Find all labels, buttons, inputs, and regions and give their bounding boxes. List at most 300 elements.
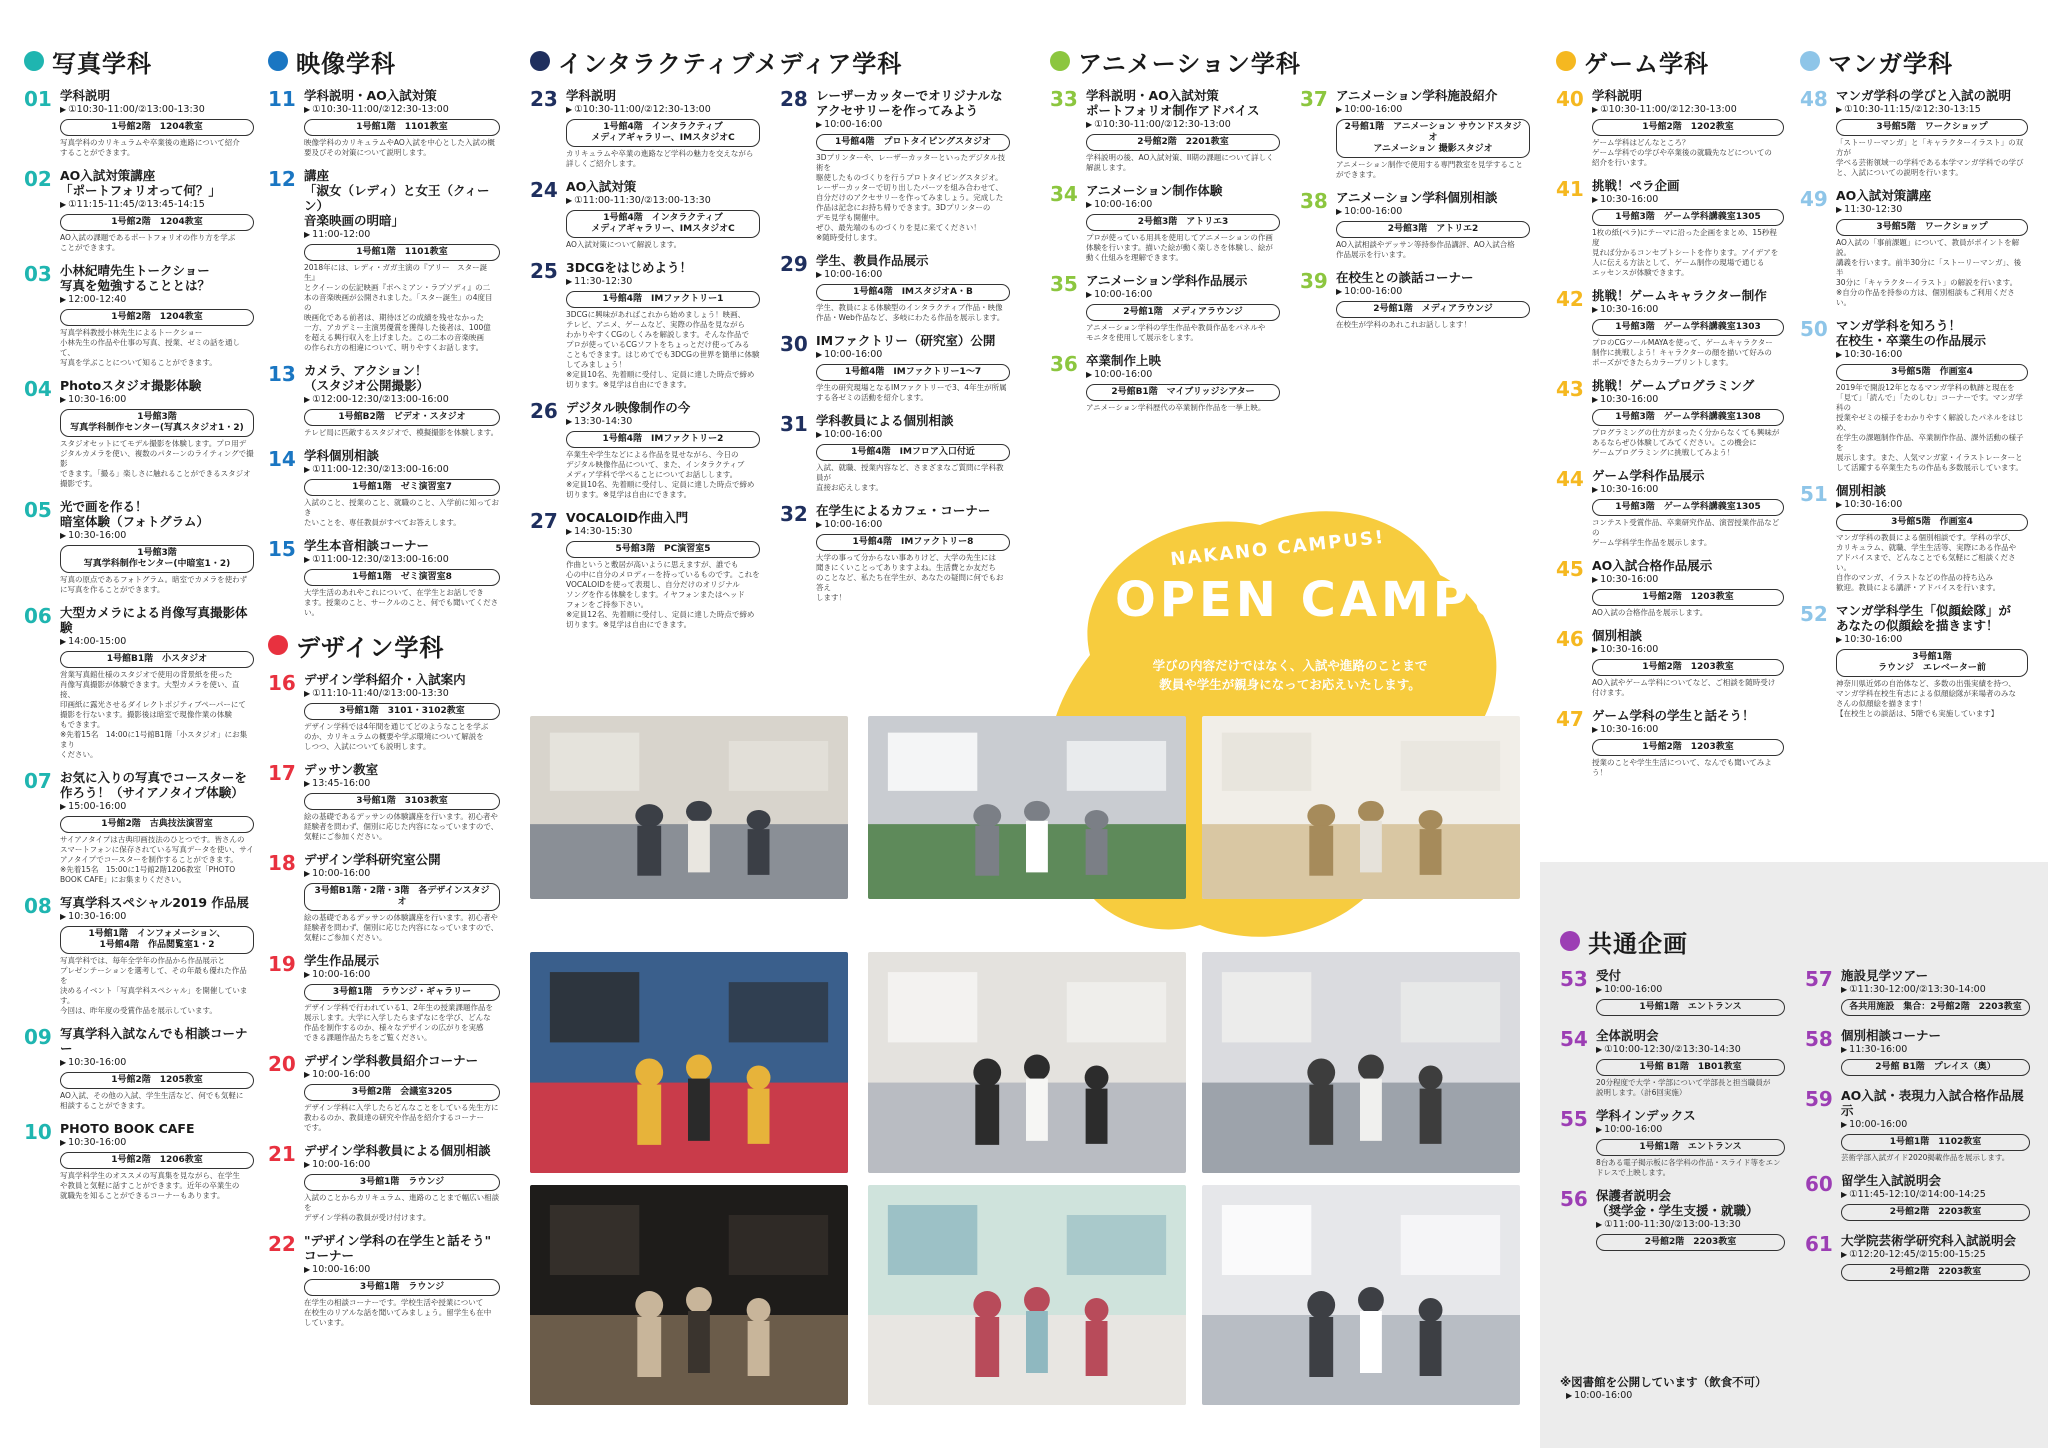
event-item [1050, 88, 1280, 173]
event-title: 写真学科スペシャル2019 作品展 [60, 895, 249, 910]
event-description: マンガ学科の教員による個別相談です。学科の学び、 カリキュラム、就職、学生生活等、実際にある作品や アドバイスまで、どんなことでも気軽にご相談ください。 自作のマンガ、イラストなどの作品の持ち込み 歓迎。教員による講評・アドバイスを行います。 [1836, 533, 2017, 592]
event-location: 1号館 B1階 1B01教室 [1596, 1059, 1785, 1076]
event-location: 1号館3階 写真学科制作センター(写真スタジオ1・2) [60, 409, 254, 437]
event-location: 1号館2階 1204教室 [60, 309, 254, 326]
event-item [1800, 603, 2028, 719]
event-item [1556, 88, 1784, 168]
event-number: 50 [1800, 317, 1828, 341]
event-number: 60 [1805, 1172, 1833, 1196]
event-location: 2号館1階 メディアラウンジ [1336, 301, 1530, 318]
event-time: ▶ ①12:20-12:45/②15:00-15:25 [1841, 1249, 2030, 1261]
event-description: デザイン学科で行われている1、2年生の授業課題作品を 展示します。大学に入学したらまずなにを学び、どんな 作品を制作するのか、様々なデザインの広がりを実感 できる課題作品たちをご覧ください。 [304, 1003, 494, 1042]
event-number: 36 [1050, 352, 1078, 376]
event-title: マンガ学科の学びと入試の説明 [1836, 88, 2012, 103]
event-title: 写真学科入試なんでも相談コーナー [60, 1026, 248, 1056]
event-description: デザイン学科に入学したらどんなことをしている先生方に 教わるのか、教員達の研究や作品を紹介するコーナー です。 [304, 1103, 499, 1132]
event-number: 61 [1805, 1232, 1833, 1256]
event-location: 1号館1階 エントランス [1596, 999, 1785, 1016]
event-description: 「ストーリーマンガ」と「キャラクターイラスト」の双方が 学べる芸術領域一の学科である本学マンガ学科での学び と、入試についての説明を行います。 [1836, 138, 2024, 177]
dept-dot-icon [1560, 931, 1580, 951]
event-item [1560, 1188, 1785, 1253]
event-number: 45 [1556, 557, 1584, 581]
event-number: 24 [530, 178, 558, 202]
event-item [1300, 270, 1530, 330]
event-description: 芸術学部入試ガイド2020掲載作品を展示します。 [1841, 1153, 2010, 1162]
campus-name: NAKANO CAMPUS! [1169, 526, 1387, 571]
event-item [268, 448, 500, 528]
event-time: ▶ 10:00-16:00 [1336, 286, 1530, 298]
event-location: 3号館2階 会議室3205 [304, 1084, 500, 1101]
event-description: 在校生が学科のあれこれお話しします！ [1336, 320, 1471, 329]
event-description: 営業写真館仕様のスタジオで使用の背景紙を使った 肖像写真撮影が体験できます。大型カメラを使い、直接、 印画紙に露光させるダイレクトポジティブペーパーにて 撮影を行ないます。撮影後は暗室で現像作業の体験 もできます。 ※先着15名 14:00に1号館B1階「小スタジオ」にお集まり ください。 [60, 670, 248, 759]
library-note: ※図書館を公開しています（飲食不可） [1560, 1375, 1767, 1389]
event-description: 大学の事って分からない事ありけど、大学の先生には 聞きにくいことってありますよね。生活費とか友だち のことなど、私たち在学生が、あなたの疑問に何でもお答え します！ [816, 553, 1004, 602]
event-title: 学科教員による個別相談 [816, 413, 954, 428]
event-number: 37 [1300, 87, 1328, 111]
event-title: AO入試対策講座 「ポートフォリオって何？」 [60, 168, 221, 198]
event-description: 授業のことや学生生活について、なんでも聞いてみよう！ [1592, 758, 1772, 777]
event-item [268, 538, 500, 618]
open-campus-subtitle: 学びの内容だけではなく、入試や進路のことまで 教員や学生が親身になってお応えいたします。 [1152, 658, 1428, 692]
event-location: 3号館1階 3103教室 [304, 793, 500, 810]
event-description: AO入試の課題であるポートフォリオの作り方を学ぶ ことができます。 [60, 233, 236, 252]
event-time: ▶ 10:30-16:00 [1592, 574, 1784, 586]
event-title: 挑戦！ゲームキャラクター制作 [1592, 288, 1767, 303]
event-time: ▶ ①11:00-12:30/②13:00-16:00 [304, 554, 500, 566]
event-location: 1号館4階 IMファクトリー1 [566, 291, 760, 308]
event-item [1556, 628, 1784, 698]
event-item [1805, 1028, 2030, 1078]
event-title: 学科説明 [1592, 88, 1643, 103]
event-number: 30 [780, 332, 808, 356]
event-number: 12 [268, 167, 296, 191]
event-title: 全体説明会 [1596, 1028, 1659, 1043]
dept-header-interactive [530, 44, 1010, 78]
event-number: 38 [1300, 189, 1328, 213]
event-time: ▶ 15:00-16:00 [60, 801, 254, 813]
event-title: Photoスタジオ撮影体験 [60, 378, 202, 393]
event-description: デザイン学科では4年間を通じてどのようなことを学ぶ のか、カリキュラムの概要や学ぶ環境について解説を しつつ、入試についても説明します。 [304, 722, 489, 751]
event-number: 53 [1560, 967, 1588, 991]
event-item [268, 1053, 500, 1133]
event-time: ▶ 10:30-16:00 [1592, 394, 1784, 406]
event-number: 34 [1050, 182, 1078, 206]
event-location: 2号館 B1階 プレイス（奥） [1841, 1059, 2030, 1076]
event-description: 2019年で開設12年となるマンガ学科の軌跡と現在を 「見て」「読んで」「たのしむ」コーナーです。マンガ学科の 授業やゼミの様子をわかりやすく解説したパネルをはじめ、 在学生の課題制作作品、卒業制作作品、課外活動の様子を 展示します。また、人気マンガ家・イラストレーターと して活躍する卒業生たちの作品も多数展示しています。 [1836, 383, 2024, 472]
dept-name: デザイン学科 [296, 633, 445, 662]
event-location: 1号館3階 ゲーム学科講義室1308 [1592, 409, 1784, 426]
event-item [268, 953, 500, 1043]
event-description: 入試のことからカリキュラム、進路のことまで幅広い相談を デザイン学科の教員が受け付けます。 [304, 1193, 500, 1222]
event-item [268, 168, 500, 353]
open-campus-title: OPEN CAMPUS [1115, 572, 1554, 628]
event-description: AO入試やゲーム学科についてなど、ご相談を随時受け 付けます。 [1592, 678, 1776, 697]
event-item [24, 263, 254, 368]
event-title: 留学生入試説明会 [1841, 1173, 1942, 1188]
event-location: 1号館2階 1203教室 [1592, 659, 1784, 676]
event-location: 3号館1階 3101・3102教室 [304, 703, 500, 720]
event-description: 写真学科のカリキュラムや卒業後の進路について紹介 することができます。 [60, 138, 240, 157]
event-number: 11 [268, 87, 296, 111]
event-time: ▶ 10:00-16:00 [816, 119, 1010, 131]
event-description: 8台ある電子掲示板に各学科の作品・スライド等をエン ドレスで上映します。 [1596, 1158, 1781, 1177]
event-time: ▶ 10:30-16:00 [1836, 349, 2028, 361]
event-description: アニメーション学科の学生作品や教員作品をパネルや モニタを使用して展示をします。 [1086, 323, 1266, 342]
event-item [1805, 1173, 2030, 1223]
column-anime [1050, 44, 1530, 423]
event-time: ▶ 10:30-16:00 [1592, 644, 1784, 656]
event-title: 学科説明 [566, 88, 617, 103]
event-location: 2号館B1階 マイブリッジシアター [1086, 384, 1280, 401]
event-item [1050, 353, 1280, 413]
event-item [1556, 378, 1784, 458]
event-number: 16 [268, 671, 296, 695]
event-item [1050, 273, 1280, 343]
event-item [530, 400, 760, 500]
event-number: 09 [24, 1025, 52, 1049]
event-description: アニメーション学科歴代の卒業制作作品を一挙上映。 [1086, 403, 1266, 412]
event-title: アニメーション制作体験 [1086, 183, 1223, 198]
event-time: ▶ 10:30-16:00 [60, 1057, 254, 1069]
event-number: 08 [24, 894, 52, 918]
event-time: ▶ 11:30-12:30 [566, 276, 760, 288]
event-time: ▶ ①12:00-12:30/②13:00-16:00 [304, 394, 500, 406]
event-location: 2号館3階 アトリエ3 [1086, 214, 1280, 231]
event-location: 1号館2階 1203教室 [1592, 589, 1784, 606]
event-title: デザイン学科紹介・入試案内 [304, 672, 466, 687]
event-description: プロのCGツールMAYAを使って、ゲームキャラクター 制作に挑戦しよう！キャラクターの顔を描いて好みの ポーズができたらカラープリントします。 [1592, 338, 1773, 367]
event-number: 52 [1800, 602, 1828, 626]
dept-header-design [268, 628, 500, 662]
event-number: 28 [780, 87, 808, 111]
event-number: 06 [24, 604, 52, 628]
column-photo [24, 44, 254, 1211]
event-number: 31 [780, 412, 808, 436]
event-description: 学生、教員による体験型のインタラクティブ作品・映像 作品・Web作品など、多岐にわたる作品を展示します。 [816, 303, 1005, 322]
event-item [1800, 318, 2028, 473]
event-location: 3号館1階 ラウンジ [304, 1279, 500, 1296]
library-time: ▶ 10:00-16:00 [1566, 1390, 1632, 1401]
column-manga [1800, 44, 2028, 729]
column-video [268, 44, 500, 1338]
event-item [24, 1121, 254, 1201]
event-number: 01 [24, 87, 52, 111]
event-time: ▶ ①10:30-11:00/②13:00-13:30 [60, 104, 254, 116]
event-time: ▶ ①11:45-12:10/②14:00-14:25 [1841, 1189, 2030, 1201]
event-title: カメラ、アクション！ （スタジオ公開撮影） [304, 363, 430, 393]
event-description: 1枚の紙(ペラ)にテーマに沿った企画をまとめ、15秒程度 見れば分かるコンセプトシートを作ります。アイデアを 人に伝える方法として、ゲーム制作の現場で通じる エッセンスが体験できます。 [1592, 228, 1779, 277]
event-item [780, 88, 1010, 243]
dept-dot-icon [1800, 51, 1820, 71]
event-description: AO入試の合格作品を展示します。 [1592, 608, 1708, 617]
event-item [268, 852, 500, 943]
dept-name: 共通企画 [1588, 929, 1688, 958]
event-item [1050, 183, 1280, 263]
event-time: ▶ ①11:00-11:30/②13:00-13:30 [1596, 1219, 1785, 1231]
event-item [1556, 558, 1784, 618]
event-time: ▶ ①11:15-11:45/②13:45-14:15 [60, 199, 254, 211]
event-title: デッサン教室 [304, 762, 379, 777]
event-description: 2018年には、レディ・ガガ主演の『アリー スター誕生』 とクイーンの伝記映画『ボヘミアン・ラプソディ』の二 本の音楽映画が公開されました。「スター誕生」の4度目の 映画化である前者は、期待ほどの成績を残せなかった 一方、アカデミー主演男優賞を獲得した後者は、100億 を超える興行収入を上げました。この二本の音楽映画 の作られ方の相違について、明りやすくお話します。 [304, 263, 493, 352]
event-title: 受付 [1596, 968, 1622, 983]
event-item [24, 1026, 254, 1111]
event-location: 1号館1階 1101教室 [304, 244, 500, 261]
event-number: 57 [1805, 967, 1833, 991]
event-location: 1号館4階 IMファクトリー1〜7 [816, 364, 1010, 381]
event-time: ▶ 10:00-16:00 [304, 1159, 500, 1171]
event-title: 学科インデックス [1596, 1108, 1696, 1123]
event-number: 15 [268, 537, 296, 561]
event-title: 挑戦！ゲームプログラミング [1592, 378, 1755, 393]
event-location: 2号館1階 メディアラウンジ [1086, 304, 1280, 321]
event-item [1800, 188, 2028, 308]
event-location: 1号館2階 1202教室 [1592, 119, 1784, 136]
event-location: 2号館1階 アニメーション サウンドスタジオ アニメーション 撮影スタジオ [1336, 119, 1530, 158]
event-time: ▶ 10:00-16:00 [1086, 369, 1280, 381]
event-description: AO入試対策について解説します。 [566, 240, 682, 249]
event-location: 1号館3階 ゲーム学科講義室1305 [1592, 209, 1784, 226]
event-number: 44 [1556, 467, 1584, 491]
event-item [1556, 468, 1784, 548]
event-location: 1号館2階 1206教室 [60, 1152, 254, 1169]
event-item [780, 253, 1010, 323]
event-location: 1号館4階 プロトタイピングスタジオ [816, 134, 1010, 151]
event-description: AO入試の「事前課題」について、教員がポイントを解説。 講義を行います。前半30分に「ストーリーマンガ」、後半 30分に「キャラクターイラスト」の解説を行います。 ※自分の作品を持参の方は、個別相談もご利用ください。 [1836, 238, 2022, 307]
event-location: 1号館4階 IMスタジオA・B [816, 284, 1010, 301]
event-time: ▶ 10:30-16:00 [1836, 499, 2028, 511]
dept-header-anime [1050, 44, 1530, 78]
event-item [268, 88, 500, 158]
event-number: 04 [24, 377, 52, 401]
event-description: カリキュラムや卒業の進路など学科の魅力を交えながら 詳しくご紹介します。 [566, 149, 754, 168]
event-title: マンガ学科学生「似顔絵隊」が あなたの似顔絵を描きます！ [1836, 603, 2012, 633]
event-title: 光で画を作る！ 暗室体験（フォトグラム） [60, 499, 210, 529]
event-title: デザイン学科教員紹介コーナー [304, 1053, 479, 1068]
event-location: 3号館5階 作画室4 [1836, 514, 2028, 531]
event-number: 51 [1800, 482, 1828, 506]
event-description: AO入試相談やデッサン等持参作品講評、AO入試合格 作品展示を行います。 [1336, 240, 1515, 259]
event-title: レーザーカッターでオリジナルな アクセサリーを作ってみよう [816, 88, 1003, 118]
event-number: 22 [268, 1232, 296, 1256]
event-time: ▶ 10:30-16:00 [60, 530, 254, 542]
event-title: 学生作品展示 [304, 953, 380, 968]
dept-name: 映像学科 [296, 49, 396, 78]
event-title: 卒業制作上映 [1086, 353, 1162, 368]
event-time: ▶ 10:00-16:00 [1336, 206, 1530, 218]
event-number: 23 [530, 87, 558, 111]
photo-colorful-wall [530, 952, 848, 1173]
event-description: 絵の基礎であるデッサンの体験講座を行います。初心者や 経験者を問わず、個別に応じた内容になっていますので、 気軽にご参加ください。 [304, 812, 499, 841]
event-item [1805, 1233, 2030, 1283]
event-title: お気に入りの写真でコースターを 作ろう！（サイアノタイプ体験） [60, 770, 247, 800]
event-item [780, 503, 1010, 603]
event-location: 各共用施設 集合：2号館2階 2203教室 [1841, 999, 2030, 1016]
event-number: 07 [24, 769, 52, 793]
event-item [24, 499, 254, 595]
photo-workshop-table [868, 952, 1186, 1173]
event-item [530, 260, 760, 390]
event-item [530, 179, 760, 250]
event-description: 入試のこと、授業のこと、就職のこと、入学前に知っておき たいことを、専任教員がすべてお答えします。 [304, 498, 499, 527]
event-number: 25 [530, 259, 558, 283]
event-time: ▶ 10:00-16:00 [1086, 289, 1280, 301]
event-location: 2号館2階 2203教室 [1596, 1234, 1785, 1251]
event-number: 48 [1800, 87, 1828, 111]
event-time: ▶ ①10:30-11:00/②12:30-13:00 [566, 104, 760, 116]
event-location: 1号館2階 1203教室 [1592, 739, 1784, 756]
event-item [1800, 483, 2028, 593]
event-item [1800, 88, 2028, 178]
event-title: 個別相談コーナー [1841, 1028, 1942, 1043]
dept-name: ゲーム学科 [1584, 49, 1709, 78]
event-time: ▶ 10:30-16:00 [1592, 724, 1784, 736]
event-title: 学生、教員作品展示 [816, 253, 929, 268]
event-location: 1号館B2階 ビデオ・スタジオ [304, 409, 500, 426]
event-number: 21 [268, 1142, 296, 1166]
photo-lecture [1202, 1185, 1520, 1405]
event-time: ▶ 10:30-16:00 [60, 1137, 254, 1149]
dept-name: アニメーション学科 [1078, 49, 1301, 78]
event-item [530, 88, 760, 169]
event-description: 写真学科では、毎年全学年の作品から作品展示と プレゼンテーションを選考して、その年最も優れた作品を 決めるイベント「写真学科スペシャル」を開催しています。 今回は、昨年度の受賞作品を展示しています。 [60, 956, 248, 1015]
event-time: ▶ 10:30-16:00 [1592, 194, 1784, 206]
event-time: ▶ 10:30-16:00 [60, 394, 254, 406]
event-time: ▶ 10:30-16:00 [1592, 304, 1784, 316]
event-title: IMファクトリー（研究室）公開 [816, 333, 996, 348]
dept-name: 写真学科 [52, 49, 152, 78]
event-number: 39 [1300, 269, 1328, 293]
event-title: 挑戦！ペラ企画 [1592, 178, 1680, 193]
column-game [1556, 44, 1784, 788]
event-title: 講座 「淑女（レディ）と女王（クィーン） 音楽映画の明暗」 [304, 168, 490, 228]
event-location: 5号館3階 PC演習室5 [566, 541, 760, 558]
event-title: 学科説明・AO入試対策 [304, 88, 437, 103]
event-title: "デザイン学科の在学生と話そう" コーナー [304, 1233, 492, 1263]
dept-header-common [1560, 924, 2030, 958]
event-item [1560, 1028, 1785, 1098]
event-title: VOCALOID作曲入門 [566, 510, 689, 525]
event-item [24, 895, 254, 1016]
dept-dot-icon [24, 51, 44, 71]
event-item [268, 672, 500, 752]
event-item [24, 168, 254, 253]
event-time: ▶ 10:00-16:00 [304, 1264, 500, 1276]
event-description: プログラミングの仕方がまったく分からなくても興味が あるならぜひ体験してみてください。この機会に ゲームプログラミングに挑戦してみよう！ [1592, 428, 1780, 457]
event-title: デザイン学科研究室公開 [304, 852, 441, 867]
dept-dot-icon [268, 51, 288, 71]
event-item [1300, 88, 1530, 180]
event-title: アニメーション学科作品展示 [1086, 273, 1248, 288]
event-title: アニメーション学科個別相談 [1336, 190, 1498, 205]
event-location: 2号館2階 2201教室 [1086, 134, 1280, 151]
event-location: 1号館4階 IMフロア入口付近 [816, 444, 1010, 461]
event-location: 1号館4階 インタラクティブ メディアギャラリー、IMスタジオC [566, 210, 760, 238]
event-number: 35 [1050, 272, 1078, 296]
event-title: 学科説明・AO入試対策 ポートフォリオ制作アドバイス [1086, 88, 1260, 118]
column-common [1560, 924, 2030, 1293]
event-description: 3DCGに興味があればこれから始めましょう！映画、 テレビ、アニメ、ゲームなど、実際の作品を見ながら わかりやすくCGのしくみを解説します。そんな作品で プロが使っているCGソフトをちょっとだけ使ってみる こともできます。はじめてでも3DCGの世界を簡単に体験 してみましょう！ ※定員10名、先着順に受付し、定員に達した時点で締め 切ります。※見学は自由にできます。 [566, 310, 760, 389]
event-number: 42 [1556, 287, 1584, 311]
event-location: 1号館1階 ゼミ演習室7 [304, 479, 500, 496]
event-number: 59 [1805, 1087, 1833, 1111]
event-time: ▶ 10:00-16:00 [1336, 104, 1530, 116]
event-title: 3DCGをはじめよう！ [566, 260, 693, 275]
event-item [268, 1143, 500, 1223]
event-location: 1号館4階 IMファクトリー8 [816, 534, 1010, 551]
event-number: 05 [24, 498, 52, 522]
event-time: ▶ 10:00-16:00 [1596, 984, 1785, 996]
event-location: 3号館1階 ラウンジ エレベーター前 [1836, 649, 2028, 677]
event-time: ▶ ①10:30-11:00/②12:30-13:00 [304, 104, 500, 116]
event-item [1805, 1088, 2030, 1163]
event-description: 写真の原点であるフォトグラム。暗室でカメラを使わず に写真を作ることができます。 [60, 575, 248, 594]
photo-gallery-easels [1202, 716, 1520, 899]
event-time: ▶ 11:30-16:00 [1841, 1044, 2030, 1056]
event-location: 1号館3階 ゲーム学科講義室1303 [1592, 319, 1784, 336]
event-number: 49 [1800, 187, 1828, 211]
dept-header-photo [24, 44, 254, 78]
event-location: 1号館1階 インフォメーション、 1号館4階 作品閲覧室1・2 [60, 926, 254, 954]
event-description: サイアノタイプは古典印画技法のひとつです。皆さんの スマートフォンに保存されている写真データを使い、サイ アノタイプでコースターを制作することができます。 ※先着15名 15:00に1号館2階1206教室「PHOTO BOOK CAFE」にお集まりください。 [60, 835, 254, 884]
event-title: 個別相談 [1592, 628, 1643, 643]
event-title: ゲーム学科の学生と話そう！ [1592, 708, 1755, 723]
event-title: 在学生によるカフェ・コーナー [816, 503, 991, 518]
event-title: 学科個別相談 [304, 448, 380, 463]
event-location: 1号館2階 1204教室 [60, 119, 254, 136]
event-location: 1号館2階 1205教室 [60, 1072, 254, 1089]
event-number: 02 [24, 167, 52, 191]
event-description: 20分程度で大学・学部について学部長と担当職員が 説明します。（計6回実施） [1596, 1078, 1771, 1097]
dept-header-game [1556, 44, 1784, 78]
event-title: PHOTO BOOK CAFE [60, 1121, 195, 1136]
event-number: 17 [268, 761, 296, 785]
event-time: ▶ 13:30-14:30 [566, 416, 760, 428]
dept-dot-icon [268, 635, 288, 655]
event-time: ▶ 14:00-15:00 [60, 636, 254, 648]
event-location: 2号館2階 2203教室 [1841, 1264, 2030, 1281]
event-description: ゲーム学科はどんなところ？ ゲーム学科での学びや卒業後の就職先などについての 紹介を行います。 [1592, 138, 1772, 167]
event-title: AO入試対策 [566, 179, 637, 194]
event-location: 1号館2階 古典技法演習室 [60, 816, 254, 833]
event-title: デジタル映像制作の今 [566, 400, 691, 415]
event-time: ▶ ①11:30-12:00/②13:30-14:00 [1841, 984, 2030, 996]
event-number: 14 [268, 447, 296, 471]
event-description: 3Dプリンターや、レーザーカッターといったデジタル技術を 駆使したものづくりを行うプロトタイピングスタジオ。 レーザーカッターで切り出したパーツを組み合わせて、 自分だけのアクセサリーを作ってみましょう。完成した 作品は記念にお持ち帰りできます。3Dプリンターの デモ見学も開催中。 ぜひ、最先端のものづくりを見に来てください！ ※随時受付します。 [816, 153, 1006, 242]
event-title: AO入試合格作品展示 [1592, 558, 1713, 573]
event-location: 2号館2階 2203教室 [1841, 1204, 2030, 1221]
event-title: デザイン学科教員による個別相談 [304, 1143, 491, 1158]
event-number: 19 [268, 952, 296, 976]
photo-dark-gallery [530, 1185, 848, 1405]
event-time: ▶ 10:00-16:00 [816, 269, 1010, 281]
photo-magazines [868, 1185, 1186, 1405]
event-time: ▶ ①10:30-11:00/②12:30-13:00 [1086, 119, 1280, 131]
event-number: 40 [1556, 87, 1584, 111]
event-item [268, 762, 500, 842]
event-time: ▶ ①11:10-11:40/②13:00-13:30 [304, 688, 500, 700]
event-number: 33 [1050, 87, 1078, 111]
event-title: 小林紀晴先生トークショー 写真を勉強することとは？ [60, 263, 211, 293]
event-description: 学科説明の後、AO入試対策、II期の課題について詳しく 解説します。 [1086, 153, 1274, 172]
event-item [24, 378, 254, 489]
event-description: 入試、就職、授業内容など、さまざまなご質問に学科教員が 直接お応えします。 [816, 463, 1004, 492]
event-time: ▶ 14:30-15:30 [566, 526, 760, 538]
event-title: 大学院芸術学研究科入試説明会 [1841, 1233, 2017, 1248]
event-item [1300, 190, 1530, 260]
dept-header-video [268, 44, 500, 78]
event-time: ▶ 10:00-16:00 [816, 349, 1010, 361]
event-time: ▶ 10:00-16:00 [304, 969, 500, 981]
